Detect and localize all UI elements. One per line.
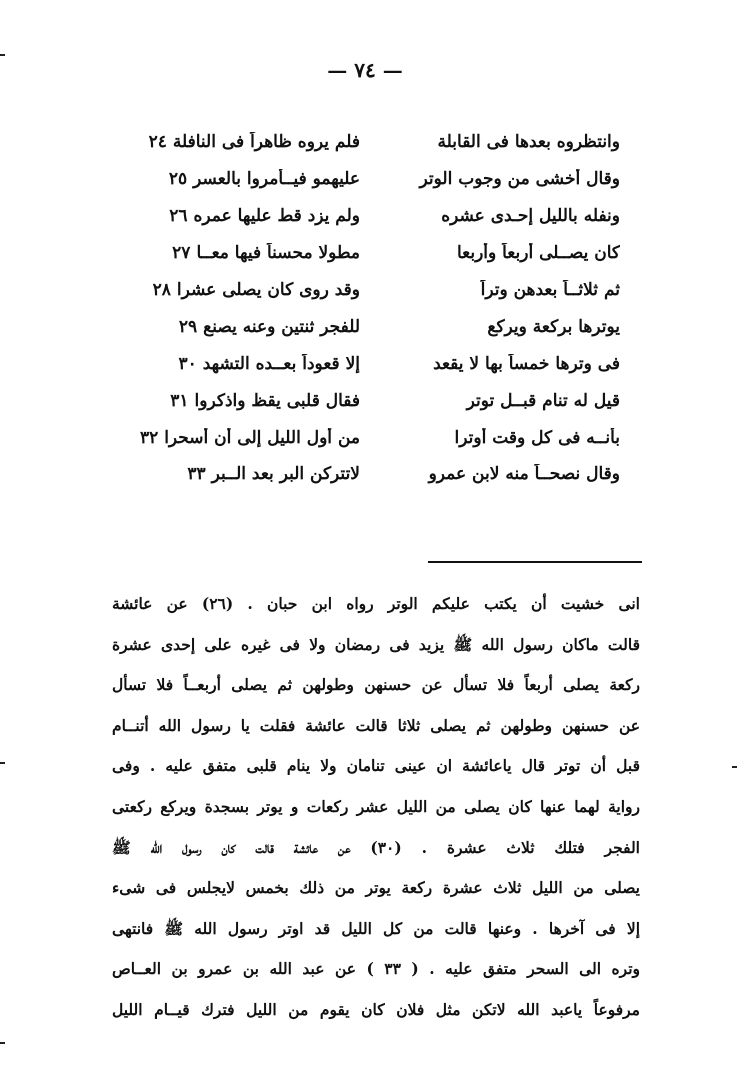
verse-second-hemistich — [120, 243, 360, 263]
verse-first-hemistich: كان يصــلى أربعاً وأربعا — [456, 243, 620, 264]
verse-first-hemistich: فى وترها خمساً بها لا يقعد — [433, 353, 620, 374]
verse-second-hemistich — [120, 391, 360, 411]
poem-verse — [120, 382, 620, 419]
verse-first-hemistich: يوترها بركعة ويركع — [487, 316, 620, 337]
verse-first-hemistich: وقال نصحــاً منه لابن عمرو — [428, 464, 620, 485]
verse-second-hemistich — [120, 206, 360, 226]
poem-verse — [120, 198, 620, 235]
scan-margin-mark — [732, 766, 737, 768]
commentary-line: مرفوعاً ياعبد الله لاتكن مثل فلان كان يقوم من الليل فترك قيــام الليل — [112, 999, 640, 1019]
verse-first-hemistich: وانتظروه بعدها فى القابلة — [437, 132, 620, 153]
commentary-line: يصلى من الليل ثلاث عشرة ركعة يوتر من ذلك بخمس لايجلس فى شىء — [112, 878, 640, 898]
verse-second-hemistich — [120, 354, 360, 374]
commentary-line: قبل أن توتر قال ياعائشة ان عينى تنامان ولا ينام قلبى متفق عليه . وفى — [112, 756, 640, 776]
commentary-block — [112, 584, 640, 1031]
commentary-line: الفجر فتلك ثلاث عشرة . (٣٠) عن عائشة قالت كان رسول الله ﷺ — [112, 837, 640, 857]
verse-second-text: فلم يروه ظاهراً فى النافلة — [172, 132, 360, 153]
verse-number: ٢٩ — [178, 316, 198, 337]
verse-second-text: للفجر ثنتين وعنه يصنع — [203, 316, 360, 337]
poem-verse — [120, 161, 620, 198]
verse-first-hemistich: وقال أخشى من وجوب الوتر — [419, 169, 620, 190]
verse-number: ٣٠ — [178, 353, 197, 374]
commentary-line: إلا فى آخرها . وعنها قالت من كل الليل قد اوتر رسول الله ﷺ فانتهى — [112, 918, 640, 938]
page-number: — ٧٤ — — [327, 58, 403, 82]
verse-second-text: إلا قعوداً بعــده التشهد — [202, 353, 360, 374]
verse-second-hemistich — [120, 428, 360, 448]
poem-verse — [120, 124, 620, 161]
commentary-line: قالت ماكان رسول الله ﷺ يزيد فى رمضان ولا فى غيره على إحدى عشرة — [112, 634, 640, 654]
scan-margin-mark — [0, 762, 5, 764]
verse-first-hemistich: بأنــه فى كل وقت أوترا — [454, 427, 620, 448]
verse-second-text: ولم يزد قط عليها عمره — [193, 206, 360, 227]
verse-second-text: لاتتركن البر بعد الــبر — [211, 464, 360, 485]
verse-second-hemistich — [120, 132, 360, 152]
commentary-line: ركعة يصلى أربعاً فلا تسأل عن حسنهن وطولهن ثم يصلى أربعــاً فلا تسأل — [112, 675, 640, 695]
verse-number: ٢٧ — [172, 243, 191, 264]
verse-number: ٢٦ — [169, 206, 188, 227]
verse-second-hemistich — [120, 464, 360, 484]
poem-verse — [120, 308, 620, 345]
commentary-line: عن حسنهن وطولهن ثم يصلى ثلاثا قالت عائشة فقلت يا رسول الله أتنــام — [112, 715, 640, 735]
verse-second-text: مطولا محسناً فيها معــا — [196, 243, 360, 264]
poem-verse — [120, 456, 620, 493]
verse-number: ٣٣ — [187, 464, 206, 485]
scan-margin-mark — [0, 54, 5, 56]
verse-second-hemistich — [120, 169, 360, 189]
verse-number: ٢٥ — [168, 169, 188, 190]
verse-second-text: فقال قلبى يقظ واذكروا — [194, 390, 360, 411]
verse-first-hemistich: ونفله بالليل إحـدى عشره — [441, 206, 620, 227]
verse-second-hemistich — [120, 317, 360, 337]
poem-verse — [120, 235, 620, 272]
verse-first-hemistich: ثم ثلاثــاً بعدهن وتراً — [480, 280, 620, 300]
poem-verse — [120, 345, 620, 382]
commentary-line: رواية لهما عنها كان يصلى من الليل عشر ركعات و يوتر بسجدة ويركع ركعتى — [112, 796, 640, 816]
scan-margin-mark — [0, 1042, 5, 1044]
verse-second-hemistich — [120, 280, 360, 300]
verse-second-text: من أول الليل إلى أن أسحرا — [164, 427, 360, 448]
poem-verse — [120, 419, 620, 456]
footnote-divider — [428, 561, 642, 563]
verse-number: ٢٨ — [152, 280, 171, 300]
verse-second-text: عليهمو فيــأمروا بالعسر — [193, 169, 360, 190]
poem-block — [120, 124, 620, 493]
commentary-line: وتره الى السحر متفق عليه . ( ٣٣ ) عن عبد الله بن عمرو بن العــاص — [112, 959, 640, 979]
verse-number: ٣٢ — [139, 427, 159, 448]
verse-number: ٣١ — [170, 390, 189, 411]
verse-first-hemistich: قيل له تنام قبــل توتر — [466, 390, 620, 411]
poem-verse — [120, 272, 620, 309]
verse-number: ٢٤ — [148, 132, 167, 153]
verse-second-text: وقد روى كان يصلى عشرا — [176, 280, 360, 300]
commentary-line: انى خشيت أن يكتب عليكم الوتر رواه ابن حبان . (٢٦) عن عائشة — [112, 594, 640, 613]
